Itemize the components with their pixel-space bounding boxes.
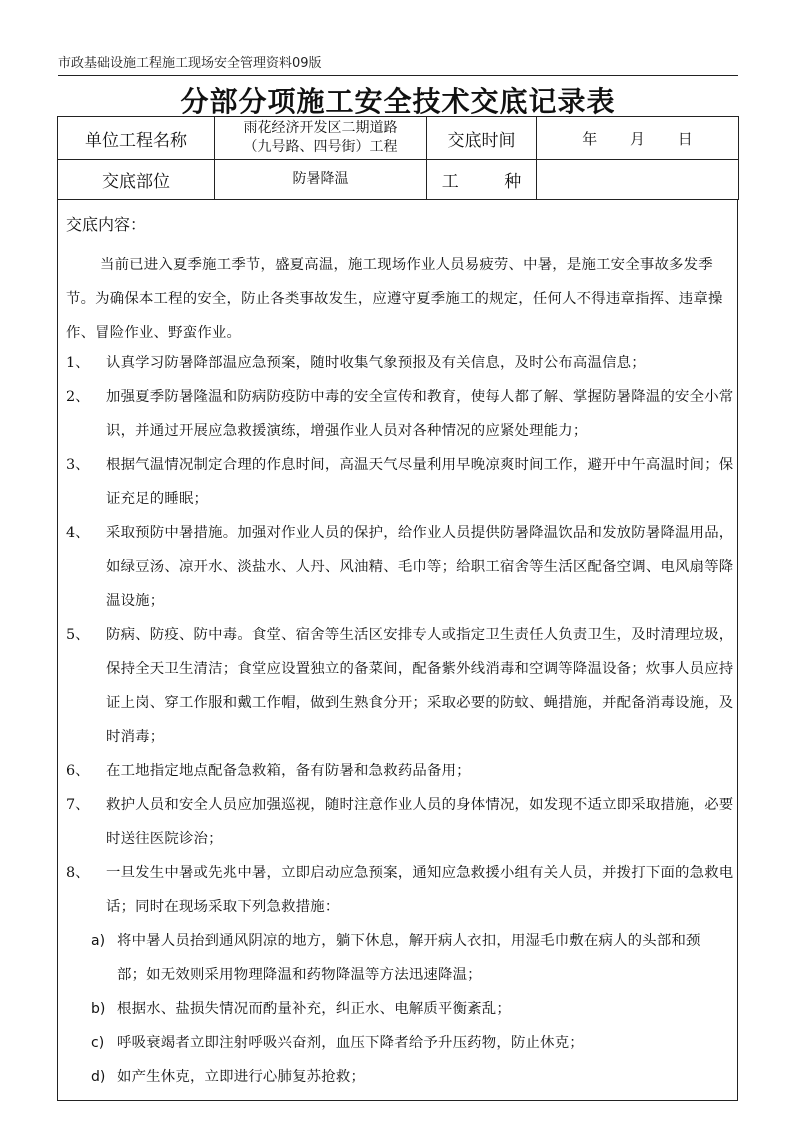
handover-time-label: 交底时间 bbox=[427, 117, 537, 160]
handover-part-value: 防暑降温 bbox=[215, 160, 427, 200]
sub-item-text: 如产生休克，立即进行心肺复苏抢救； bbox=[117, 1069, 366, 1085]
item-number: 1、 bbox=[66, 355, 90, 371]
trade-label: 工 种 bbox=[427, 160, 537, 200]
sub-item-letter: a) bbox=[91, 933, 106, 949]
handover-part-label: 交底部位 bbox=[58, 160, 215, 200]
item-number: 2、 bbox=[66, 389, 90, 405]
intro-paragraph: 当前已进入夏季施工季节，盛夏高温，施工现场作业人员易疲劳、中暑，是施工安全事故多发季节。为确保本工程的安全，防止各类事故发生，应遵守夏季施工的规定，任何人不得违章指挥、违章操作、冒险作业、野蛮作业。 bbox=[66, 257, 723, 341]
sub-item-letter: d) bbox=[91, 1069, 106, 1085]
item-number: 7、 bbox=[66, 797, 90, 813]
info-table bbox=[57, 116, 739, 200]
item-text: 认真学习防暑降部温应急预案，随时收集气象预报及有关信息，及时公布高温信息； bbox=[106, 355, 646, 371]
handover-time-value: 年 月 日 bbox=[537, 117, 739, 160]
item-number: 8、 bbox=[66, 865, 90, 881]
project-name-line1: 雨花经济开发区二期道路 bbox=[243, 120, 398, 136]
item-number: 3、 bbox=[66, 457, 90, 473]
item-text: 一旦发生中暑或先兆中暑，立即启动应急预案，通知应急救援小组有关人员，并拨打下面的急救电话；同时在现场采取下列急救措施： bbox=[106, 865, 734, 915]
item-text: 救护人员和安全人员应加强巡视，随时注意作业人员的身体情况，如发现不适立即采取措施，必要时送往医院诊治； bbox=[106, 797, 734, 847]
item-number: 4、 bbox=[66, 525, 90, 541]
trade-value bbox=[537, 160, 739, 200]
content-label: 交底内容： bbox=[66, 215, 147, 234]
item-text: 防病、防疫、防中毒。食堂、宿舍等生活区安排专人或指定卫生责任人负责卫生，及时清理垃圾，保持全天卫生清洁；食堂应设置独立的备菜间，配备紫外线消毒和空调等降温设备；炊事人员应持证上岗、穿工作服和戴工作帽，做到生熟食分开；采取必要的防蚊、蝇措施，并配备消毒设施，及时消毒； bbox=[106, 627, 734, 745]
handover-content-section bbox=[57, 200, 738, 1101]
item-number: 6、 bbox=[66, 763, 90, 779]
sub-item-text: 根据水、盐损失情况而酌量补充，纠正水、电解质平衡紊乱； bbox=[117, 1001, 511, 1017]
item-number: 5、 bbox=[66, 627, 90, 643]
sub-item-letter: b) bbox=[91, 1001, 106, 1017]
item-text: 根据气温情况制定合理的作息时间，高温天气尽量利用早晚凉爽时间工作，避开中午高温时间；保证充足的睡眠； bbox=[106, 457, 734, 507]
item-text: 加强夏季防暑隆温和防病防疫防中毒的安全宣传和教育，使每人都了解、掌握防暑降温的安全小常识，并通过开展应急救援演练，增强作业人员对各种情况的应紧处理能力； bbox=[106, 389, 734, 439]
sub-item-text: 将中暑人员抬到通风阴凉的地方，躺下休息，解开病人衣扣，用湿毛巾敷在病人的头部和颈部；如无效则采用物理降温和药物降温等方法迅速降温； bbox=[117, 933, 701, 983]
project-name-value bbox=[215, 117, 427, 160]
item-text: 采取预防中暑措施。加强对作业人员的保护，给作业人员提供防暑降温饮品和发放防暑降温用品，如绿豆汤、凉开水、淡盐水、人丹、风油精、毛巾等；给职工宿舍等生活区配备空调、电风扇等降温设施； bbox=[106, 525, 734, 609]
sub-item-letter: c) bbox=[91, 1035, 105, 1051]
project-name-line2: （九号路、四号街）工程 bbox=[243, 139, 398, 155]
page-title: 分部分项施工安全技术交底记录表 bbox=[180, 85, 616, 118]
document-series-header: 市政基础设施工程施工现场安全管理资料09版 bbox=[58, 52, 738, 76]
item-text: 在工地指定地点配备急救箱，备有防暑和急救药品备用； bbox=[106, 763, 471, 779]
sub-item-text: 呼吸衰竭者立即注射呼吸兴奋剂，血压下降者给予升压药物，防止休克； bbox=[117, 1035, 584, 1051]
project-name-label: 单位工程名称 bbox=[58, 117, 215, 160]
